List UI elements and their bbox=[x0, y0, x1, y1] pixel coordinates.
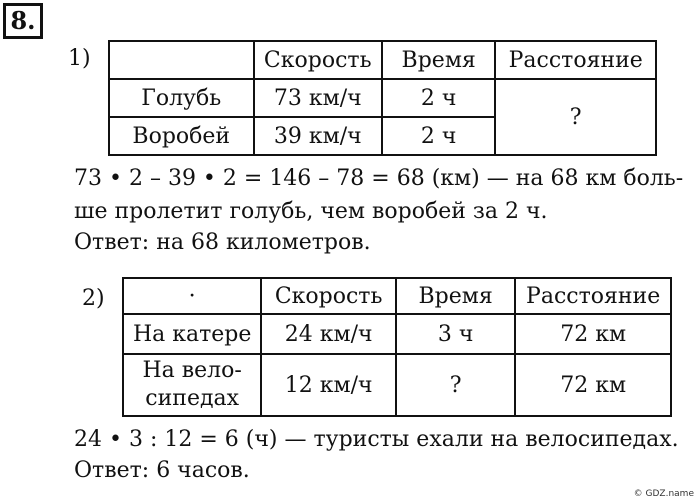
table-row bbox=[123, 354, 671, 416]
row-distance: 72 км bbox=[515, 354, 671, 416]
table-header-row bbox=[123, 278, 671, 314]
row-name: На катере bbox=[123, 314, 261, 354]
part1-table bbox=[108, 40, 657, 156]
row-name bbox=[123, 354, 261, 416]
table-header-row bbox=[109, 41, 656, 79]
row-time: 2 ч bbox=[382, 79, 495, 117]
header-speed: Скорость bbox=[254, 41, 382, 79]
row-time: ? bbox=[396, 354, 515, 416]
distance-unknown: ? bbox=[495, 79, 656, 155]
header-distance: Расстояние bbox=[515, 278, 671, 314]
row-name: Голубь bbox=[109, 79, 254, 117]
header-time: Время bbox=[382, 41, 495, 79]
row-distance: 72 км bbox=[515, 314, 671, 354]
row-time: 2 ч bbox=[382, 117, 495, 155]
solution-line: 24 • 3 : 12 = 6 (ч) — туристы ехали на велосипедах. bbox=[74, 427, 679, 452]
header-time: Время bbox=[396, 278, 515, 314]
solution-line-2: ше пролетит голубь, чем воробей за 2 ч. bbox=[74, 199, 548, 224]
copyright-text: © GDZ.name bbox=[633, 489, 694, 499]
row-speed: 24 км/ч bbox=[261, 314, 396, 354]
row-name-line-1: На вело- bbox=[142, 358, 242, 383]
table-row bbox=[123, 314, 671, 354]
row-speed: 39 км/ч bbox=[254, 117, 382, 155]
header-cell-empty bbox=[109, 41, 254, 79]
part2-label: 2) bbox=[82, 286, 105, 311]
row-speed: 12 км/ч bbox=[261, 354, 396, 416]
header-cell-empty: · bbox=[123, 278, 261, 314]
row-name: Воробей bbox=[109, 117, 254, 155]
table-row bbox=[109, 79, 656, 117]
solution-line-1: 73 • 2 – 39 • 2 = 146 – 78 = 68 (км) — на 68 км боль- bbox=[74, 166, 684, 191]
answer-line: Ответ: на 68 километров. bbox=[74, 230, 371, 255]
part1-label: 1) bbox=[68, 46, 91, 71]
header-speed: Скорость bbox=[261, 278, 396, 314]
row-speed: 73 км/ч bbox=[254, 79, 382, 117]
header-distance: Расстояние bbox=[495, 41, 656, 79]
task-number: 8. bbox=[3, 3, 43, 39]
answer-line: Ответ: 6 часов. bbox=[74, 458, 250, 483]
row-time: 3 ч bbox=[396, 314, 515, 354]
part2-table bbox=[122, 277, 672, 417]
row-name-line-2: сипедах bbox=[145, 386, 240, 411]
